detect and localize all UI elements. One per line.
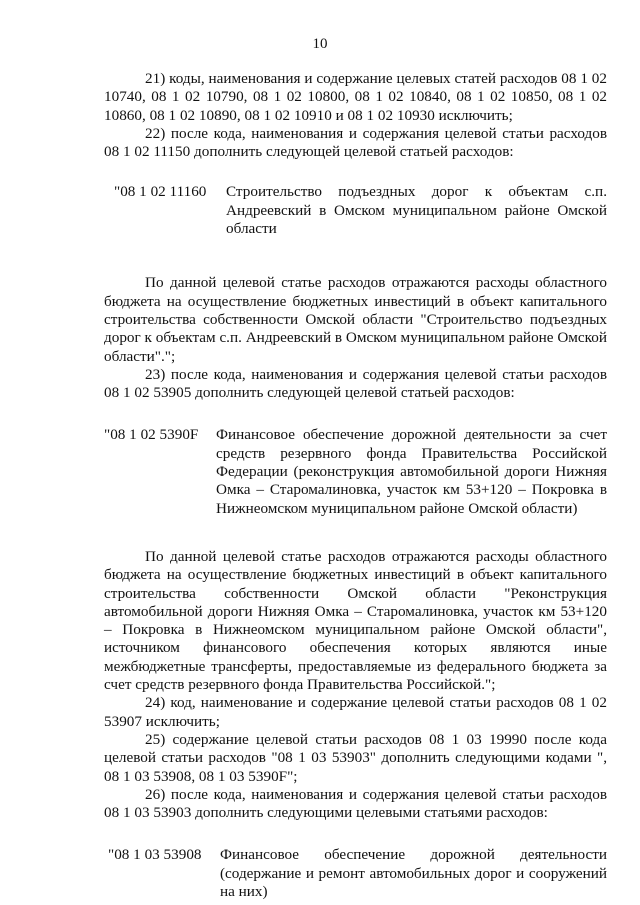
paragraph-item-25: 25) содержание целевой статьи расходов 08 1 03 19990 после кода целевой статьи расходов "08 1 03 53903" дополнить следующими кодами ", 08 1 03 53908, 08 1 03 5390F"; — [104, 730, 607, 785]
paragraph-explanation-2: По данной целевой статье расходов отражаются расходы областного бюджета на осуществление бюджетных инвестиций в объект капитального строительства собственности Омской области "Реконструкция автомобильной дороги Нижняя Омка – Старомалиновка, участок км 53+120 – Покровка в Нижнеомском муниципальном районе Омской области", источником финансового обеспечения которых являются иные межбюджетные трансферты, предоставляемые из федерального бюджета за счет средств резервного фонда Правительства Российской."; — [104, 547, 607, 694]
page-number: 10 — [312, 36, 328, 52]
budget-entry-08-1-02-11160 — [104, 183, 607, 238]
budget-entry-08-1-03-53908 — [104, 846, 607, 901]
paragraph-item-21: 21) коды, наименования и содержание целевых статей расходов 08 1 02 10740, 08 1 02 10790, 08 1 02 10800, 08 1 02 10840, 08 1 02 10850, 08 1 02 10860, 08 1 02 10890, 08 1 02 10910 и 08 1 02 10930 исключить; — [104, 70, 607, 124]
entry-description: Строительство подъездных дорог к объектам с.п. Андреевский в Омском муниципальном районе Омской области — [226, 183, 607, 238]
budget-entry-08-1-02-5390F — [104, 426, 607, 517]
paragraph-item-22: 22) после кода, наименования и содержания целевой статьи расходов 08 1 02 11150 дополнить следующей целевой статьей расходов: — [104, 124, 607, 161]
paragraph-item-23: 23) после кода, наименования и содержания целевой статьи расходов 08 1 02 53905 дополнить следующей целевой статьей расходов: — [104, 365, 607, 402]
paragraph-item-24: 24) код, наименование и содержание целевой статьи расходов 08 1 02 53907 исключить; — [104, 694, 607, 730]
entry-code: "08 1 02 11160 — [114, 183, 207, 201]
paragraph-explanation-1: По данной целевой статье расходов отражаются расходы областного бюджета на осуществление бюджетных инвестиций в объект капитального строительства собственности Омской области "Строительство подъездных дорог к объектам с.п. Андреевский в Омском муниципальном районе Омской области"."; — [104, 274, 607, 365]
document-body — [104, 70, 607, 901]
entry-description: Финансовое обеспечение дорожной деятельности (содержание и ремонт автомобильных дорог и сооружений на них) — [220, 846, 607, 900]
entry-code: "08 1 03 53908 — [108, 846, 202, 864]
entry-code: "08 1 02 5390F — [104, 426, 199, 444]
entry-description: Финансовое обеспечение дорожной деятельности за счет средств резервного фонда Правительства Российской Федерации (реконструкция автомобильной дороги Нижняя Омка – Старомалиновка, участок км 53+120 – Покровка в Нижнеомском муниципальном районе Омской области) — [216, 426, 607, 517]
paragraph-item-26: 26) после кода, наименования и содержания целевой статьи расходов 08 1 03 53903 дополнить следующими целевыми статьями расходов: — [104, 785, 607, 822]
